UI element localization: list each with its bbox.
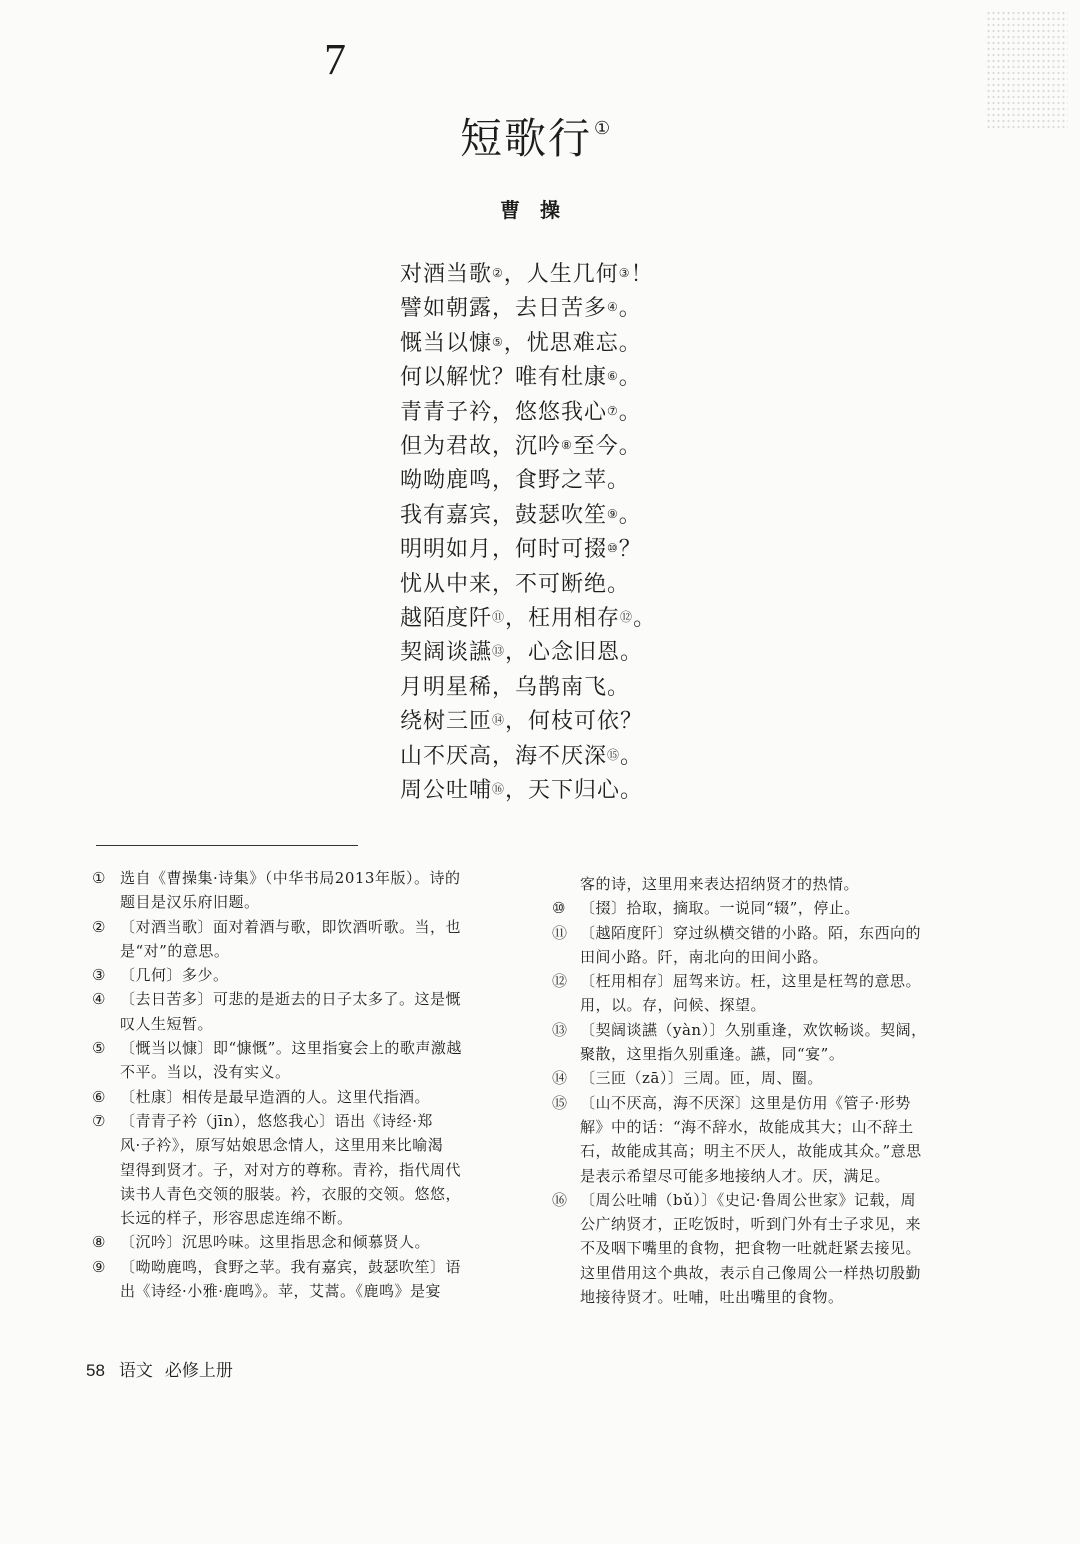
note-mark: ⑯	[492, 782, 506, 797]
poem-text: 契阔谈讌	[400, 640, 493, 666]
poem-text: 明明如月，何时可掇	[400, 537, 608, 563]
footnote-mark: ⑮	[552, 1093, 568, 1112]
footnote-mark: ⑯	[552, 1190, 568, 1209]
footnote	[92, 1255, 484, 1304]
poem-text: ，忧思难忘。	[503, 330, 642, 356]
footnote-line: 地接待贤才。吐哺，吐出嘴里的食物。	[580, 1288, 844, 1307]
footnote-mark: ⑨	[92, 1257, 106, 1276]
footnote-mark: ⑤	[92, 1039, 106, 1058]
poem-text: 至今。	[572, 434, 642, 460]
footnotes-right-column	[552, 872, 950, 1309]
poem-text: 对酒当歌	[400, 262, 493, 287]
poem-text: 。	[618, 399, 642, 425]
footnote-line: 〔三匝（zā）〕三周。匝，周、圈。	[580, 1069, 823, 1088]
poem-line	[400, 533, 820, 567]
footnote-line: 〔契阔谈讌（yàn）〕久别重逢，欢饮畅谈。契阔，	[580, 1020, 927, 1039]
footnote	[92, 866, 484, 915]
poem-text: 青青子衿，悠悠我心	[400, 399, 608, 425]
footnote-line: 〔沉吟〕沉思吟味。这里指思念和倾慕贤人。	[120, 1233, 431, 1252]
footnote	[552, 1091, 950, 1188]
poem-text: 何以解忧？唯有杜康	[400, 365, 608, 391]
footnote-line: 〔越陌度阡〕穿过纵横交错的小路。陌，东西向的	[580, 923, 922, 942]
footnote-line: 〔呦呦鹿鸣，食野之苹。我有嘉宾，鼓瑟吹笙〕语	[120, 1257, 462, 1276]
footnote-line: 聚散，这里指久别重逢。讌，同“宴”。	[580, 1045, 845, 1064]
footnote-mark: ①	[92, 869, 106, 887]
scan-speckle	[986, 10, 1068, 130]
footnote-mark: ⑧	[92, 1233, 106, 1252]
note-mark: ⑧	[561, 438, 573, 453]
footnotes-left-column	[92, 866, 484, 1303]
poem-line	[400, 705, 820, 739]
footnote	[92, 987, 484, 1036]
poem-line	[400, 327, 820, 361]
poem-line	[400, 602, 820, 636]
footnote-mark: ⑬	[552, 1020, 568, 1039]
title-note-mark: ①	[594, 118, 613, 139]
footnote-line: 〔掇〕拾取，摘取。一说同“辍”，停止。	[580, 899, 860, 918]
footnote-line: 〔青青子衿（jīn），悠悠我心〕语出《诗经·郑	[120, 1111, 433, 1130]
footnote-line: 不平。当以，没有实义。	[120, 1063, 291, 1082]
footnote-line: 〔几何〕多少。	[120, 966, 229, 985]
poem-line	[400, 774, 820, 808]
footnote-line: 望得到贤才。子，对对方的尊称。青衿，指代周代	[120, 1160, 462, 1179]
footnote-line: 用，以。存，问候、探望。	[580, 996, 767, 1015]
footnote	[92, 1109, 484, 1230]
note-mark: ③	[618, 266, 631, 280]
footnote-mark: ④	[92, 990, 106, 1009]
footnote-line: 〔杜康〕相传是最早造酒的人。这里代指酒。	[120, 1087, 431, 1106]
poem-text: 呦呦鹿鸣，食野之苹。	[400, 468, 631, 494]
footnote-line: 公广纳贤才，正吃饭时，听到门外有士子求见，来	[580, 1215, 922, 1234]
footnote	[552, 1018, 950, 1067]
poem-text: 我有嘉宾，鼓瑟吹笙	[400, 502, 608, 528]
poem-author: 曹操	[500, 198, 580, 222]
footnote-line: 读书人青色交领的服装。衿，衣服的交领。悠悠，	[120, 1184, 462, 1203]
footnote-mark: ③	[92, 966, 106, 985]
poem-text: ，人生几何	[503, 262, 619, 287]
footnote-mark: ⑫	[552, 972, 568, 991]
poem-line	[400, 292, 820, 326]
poem-line	[400, 361, 820, 395]
note-mark: ④	[607, 300, 619, 315]
poem-text: 山不厌高，海不厌深	[400, 743, 608, 769]
poem-line	[400, 568, 820, 602]
footnote-mark: ⑭	[552, 1069, 568, 1088]
poem-text: ！	[630, 262, 654, 287]
title-text: 短歌行	[460, 114, 593, 163]
poem-text: 。	[620, 743, 644, 769]
footnote	[92, 1085, 484, 1109]
footnote	[92, 1230, 484, 1254]
note-mark: ⑤	[492, 334, 504, 349]
note-mark: ⑬	[492, 644, 506, 659]
poem-title	[460, 114, 613, 163]
footnote-mark: ②	[92, 917, 106, 936]
poem-line	[400, 430, 820, 464]
footnote-line: 叹人生短暂。	[120, 1014, 214, 1033]
footnote	[92, 1036, 484, 1085]
volume-label: 必修上册	[164, 1361, 233, 1381]
note-mark: ⑦	[607, 403, 619, 418]
poem-text: ，枉用相存	[505, 606, 621, 632]
footnote-divider	[96, 845, 358, 846]
poem-text: ，心念旧恩。	[505, 640, 644, 666]
footnote-mark: ⑥	[92, 1087, 106, 1106]
poem-text: 月明星稀，乌鹊南飞。	[400, 674, 631, 700]
note-mark: ⑭	[492, 713, 506, 728]
note-mark: ⑮	[607, 747, 621, 762]
footnote	[92, 915, 484, 964]
poem-line	[400, 464, 820, 498]
note-mark: ⑥	[607, 369, 619, 384]
footnote-line: 〔对酒当歌〕面对着酒与歌，即饮酒听歌。当，也	[120, 917, 462, 936]
note-mark: ⑪	[492, 610, 506, 625]
poem-text: 忧从中来，不可断绝。	[400, 571, 631, 597]
footnote	[92, 963, 484, 987]
footnote-line: 解》中的话：“海不辞水，故能成其大；山不辞土	[580, 1117, 914, 1136]
footnote-line: 不及咽下嘴里的食物，把食物一吐就赶紧去接见。	[580, 1239, 922, 1258]
subject-label: 语文	[118, 1361, 153, 1381]
footnote	[552, 1066, 950, 1090]
footnote-line: 〔山不厌高，海不厌深〕这里是仿用《管子·形势	[580, 1093, 911, 1112]
poem-text: ？	[618, 537, 642, 563]
footnote-line: 长远的样子，形容思虑连绵不断。	[120, 1209, 353, 1228]
poem-text: 但为君故，沉吟	[400, 434, 562, 460]
poem-line	[400, 258, 820, 292]
footnote-line: 〔枉用相存〕屈驾来访。枉，这里是枉驾的意思。	[580, 972, 922, 991]
poem-text: ，天下归心。	[505, 778, 644, 804]
footnote-mark: ⑦	[92, 1111, 106, 1130]
poem-text: 譬如朝露，去日苦多	[400, 296, 608, 322]
note-mark: ⑨	[607, 506, 619, 521]
note-mark: ⑩	[607, 541, 619, 556]
footnote	[552, 969, 950, 1018]
poem-line	[400, 671, 820, 705]
poem-text: 。	[618, 502, 642, 528]
footnotes-right-list	[552, 896, 950, 1309]
footnote-line: 〔慨当以慷〕即“慷慨”。这里指宴会上的歌声激越	[120, 1039, 462, 1058]
footnote-line: 出《诗经·小雅·鹿鸣》。苹，艾蒿。《鹿鸣》是宴	[120, 1282, 442, 1301]
poem-line	[400, 636, 820, 670]
poem-text: 。	[633, 606, 657, 632]
footnote-line: 〔周公吐哺（bǔ）〕《史记·鲁周公世家》记载，周	[580, 1190, 917, 1209]
footnote-line: 题目是汉乐府旧题。	[120, 893, 260, 912]
poem-text: 越陌度阡	[400, 606, 493, 632]
footnote	[552, 921, 950, 970]
footnote-mark: ⑩	[552, 899, 566, 918]
note-mark: ⑫	[620, 610, 634, 625]
poem-line	[400, 499, 820, 533]
footnote-line: 田间小路。阡，南北向的田间小路。	[580, 947, 829, 966]
poem-line	[400, 396, 820, 430]
footnote-mark: ⑪	[552, 923, 568, 942]
poem-text: 绕树三匝	[400, 709, 493, 735]
footnote-continuation: 客的诗，这里用来表达招纳贤才的热情。	[580, 875, 860, 893]
poem-text: 。	[618, 365, 642, 391]
footnote	[552, 1188, 950, 1309]
footnote-line: 这里借用这个典故，表示自己像周公一样热切殷勤	[580, 1263, 922, 1282]
footnote-line: 是“对”的意思。	[120, 941, 230, 960]
footnote-line: 风·子衿》，原写姑娘思念情人，这里用来比喻渴	[120, 1136, 444, 1155]
footnote-line: 是表示希望尽可能多地接纳人才。厌，满足。	[580, 1166, 891, 1185]
footnote	[552, 896, 950, 920]
footnote-line: 选自《曹操集·诗集》（中华书局2013年版）。诗的	[120, 869, 461, 887]
lesson-number: 7	[324, 35, 346, 84]
poem-text: 。	[618, 296, 642, 322]
page-number: 58	[86, 1361, 105, 1380]
footnote-line: 石，故能成其高；明主不厌人，故能成其众。”意思	[580, 1142, 922, 1161]
footnote-line: 〔去日苦多〕可悲的是逝去的日子太多了。这是慨	[120, 990, 462, 1009]
poem-body	[400, 258, 820, 809]
poem-line	[400, 740, 820, 774]
poem-text: 慨当以慷	[400, 330, 493, 356]
poem-text: 周公吐哺	[400, 778, 493, 804]
page-footer	[86, 1362, 233, 1380]
poem-text: ，何枝可依？	[505, 709, 644, 735]
note-mark: ②	[492, 266, 504, 280]
